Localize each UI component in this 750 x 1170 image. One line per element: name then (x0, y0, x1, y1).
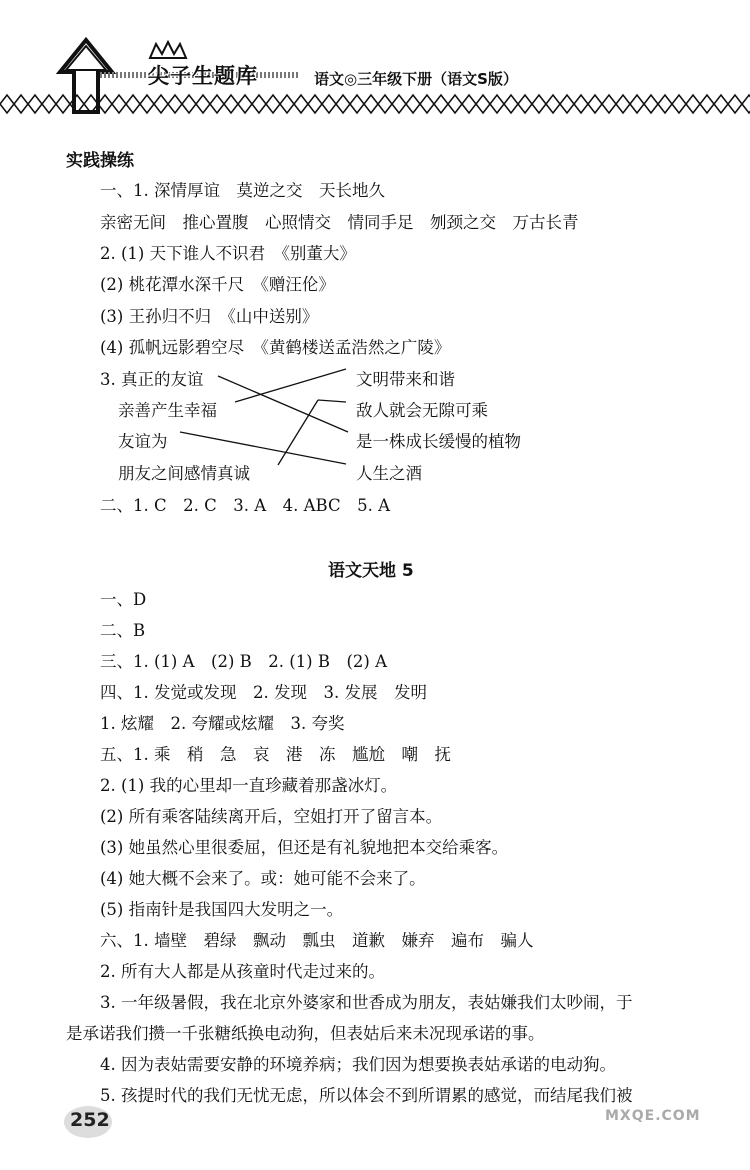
match-right-item: 是一株成长缓慢的植物 (356, 432, 521, 451)
answer-line: 是承诺我们攒一千张糖纸换电动狗，但表姑后来未况现承诺的事。 (66, 1024, 545, 1043)
answer-line: 一、D (100, 590, 147, 609)
answer-line: 亲密无间 推心置腹 心照情交 情同手足 刎颈之交 万古长青 (100, 213, 579, 232)
page-number: 252 (70, 1109, 110, 1131)
answer-line: (2) 桃花潭水深千尺 《赠汪伦》 (100, 275, 335, 294)
answer-line: 四、1. 发觉或发现 2. 发现 3. 发展 发明 (100, 683, 427, 702)
answer-line: (2) 所有乘客陆续离开后，空姐打开了留言本。 (100, 807, 443, 826)
watermark-text: MXQE.COM (605, 1108, 701, 1124)
zigzag-divider (0, 92, 750, 116)
page-header (0, 0, 750, 130)
brand-title: 尖子生题库 (148, 64, 258, 88)
book-subtitle: 语文◎三年级下册（语文S版） (314, 70, 518, 88)
answer-line: 三、1. (1) A (2) B 2. (1) B (2) A (100, 652, 388, 671)
answer-line: 2. (1) 天下谁人不识君 《别董大》 (100, 244, 356, 263)
answer-line: 4. 因为表姑需要安静的环境养病；我们因为想要换表姑承诺的电动狗。 (100, 1055, 616, 1074)
match-left-item: 友谊为 (118, 432, 168, 451)
match-left-item: 亲善产生幸福 (118, 401, 217, 420)
answer-line: 3. 一年级暑假，我在北京外婆家和世香成为朋友，表姑嫌我们太吵闹，于 (100, 993, 633, 1012)
answer-line: (4) 她大概不会来了。或：她可能不会来了。 (100, 869, 426, 888)
section-title-practice: 实践操练 (66, 151, 134, 171)
answer-line: 六、1. 墙壁 碧绿 飘动 瓢虫 道歉 嫌弃 遍布 骗人 (100, 931, 534, 950)
answer-line: 2. (1) 我的心里却一直珍藏着那盏冰灯。 (100, 776, 398, 795)
answer-line: 五、1. 乘 稍 急 哀 港 冻 尴尬 嘲 抚 (100, 745, 451, 764)
answer-line: 5. 孩提时代的我们无忧无虑，所以体会不到所谓累的感觉，而结尾我们被 (100, 1086, 633, 1105)
match-right-item: 敌人就会无隙可乘 (356, 401, 488, 420)
answer-line: 二、1. C 2. C 3. A 4. ABC 5. A (100, 496, 390, 515)
match-left-item: 3. 真正的友谊 (100, 370, 204, 389)
answer-line: (4) 孤帆远影碧空尽 《黄鹤楼送孟浩然之广陵》 (100, 338, 451, 357)
match-left-item: 朋友之间感情真诚 (118, 464, 250, 483)
match-right-item: 人生之酒 (356, 464, 422, 483)
answer-line: (3) 她虽然心里很委屈，但还是有礼貌地把本交给乘客。 (100, 838, 509, 857)
page-number-badge (64, 1100, 120, 1140)
answer-line: 1. 炫耀 2. 夸耀或炫耀 3. 夸奖 (100, 714, 345, 733)
section-title-chinese-world: 语文天地 5 (328, 561, 414, 581)
answer-line: (3) 王孙归不归 《山中送别》 (100, 307, 319, 326)
match-right-item: 文明带来和谐 (356, 370, 455, 389)
answer-line: 2. 所有大人都是从孩童时代走过来的。 (100, 962, 385, 981)
answer-line: (5) 指南针是我国四大发明之一。 (100, 900, 344, 919)
answer-line: 一、1. 深情厚谊 莫逆之交 天长地久 (100, 181, 385, 200)
answer-line: 二、B (100, 621, 146, 640)
